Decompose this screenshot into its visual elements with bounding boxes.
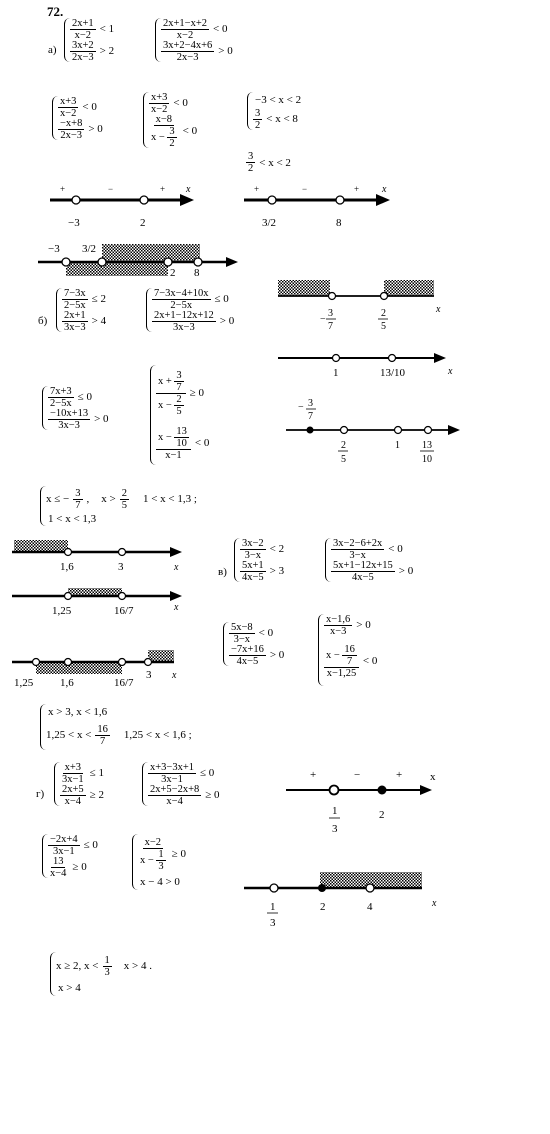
part-g-system-1: $\frac{x+3}{3x-1}$ ≤ 1 $\frac{2x+5}{x-4}$ ≥ 2 (54, 762, 104, 806)
svg-text:1: 1 (395, 440, 400, 451)
svg-text:7: 7 (328, 321, 333, 332)
part-a-system-1: $\frac{2x+1}{x-2}$ < 1 $\frac{3x+2}{2x-3}$ > 2 (64, 18, 114, 62)
svg-text:x: x (382, 184, 387, 195)
part-v-system-1: $\frac{3x-2}{3-x}$ < 2 $\frac{5x+1}{4x-5}$ > 3 (234, 538, 284, 582)
part-v-system-4: $\frac{x-1,6}{x-3}$ > 0 x − $\frac{16}{7}$ x−1,25 < 0 (318, 614, 377, 686)
svg-text:13: 13 (422, 440, 432, 451)
part-g-answer: x ≥ 2, x < $\frac{1}{3}$ x > 4 . x > 4 (50, 952, 152, 996)
part-a-number-line-1 (40, 180, 200, 230)
svg-text:10: 10 (422, 454, 432, 465)
svg-text:13/10: 13/10 (380, 367, 406, 379)
svg-text:1: 1 (333, 367, 339, 379)
part-g-system-3: $\frac{-2x+4}{3x-1}$ ≤ 0 $\frac{13}{x-4}$ ≥ 0 (42, 834, 98, 878)
svg-text:+: + (396, 769, 403, 781)
svg-text:+: + (254, 184, 260, 194)
sign: + (60, 184, 66, 194)
open-point (72, 196, 80, 204)
svg-text:x: x (432, 898, 437, 909)
svg-text:x: x (174, 562, 179, 573)
part-v-system-2: $\frac{3x-2-6+2x}{3-x}$ < 0 $\frac{5x+1-12x+15}{4x-5}$ > 0 (325, 538, 413, 582)
svg-text:8: 8 (336, 217, 342, 229)
svg-text:16/7: 16/7 (114, 605, 134, 617)
svg-text:3/2: 3/2 (262, 217, 277, 229)
problem-number: 72. (47, 4, 64, 19)
svg-text:2: 2 (341, 440, 346, 451)
svg-text:1: 1 (332, 805, 338, 817)
part-b-number-line-2 (276, 346, 466, 382)
svg-text:+: + (310, 769, 317, 781)
svg-text:7: 7 (308, 411, 313, 422)
svg-text:x: x (174, 602, 179, 613)
svg-text:4: 4 (367, 901, 373, 913)
svg-text:1,25: 1,25 (14, 677, 34, 689)
part-v-answer: x > 3, x < 1,6 1,25 < x < $\frac{16}{7}$ 1,25 < x < 1,6 ; (40, 704, 192, 750)
part-g-system-2: $\frac{x+3-3x+1}{3x-1}$ ≤ 0 $\frac{2x+5-2x+8}{x-4}$ ≥ 0 (142, 762, 220, 806)
svg-text:1,6: 1,6 (60, 561, 74, 573)
svg-text:3: 3 (270, 917, 276, 929)
sign: + (160, 184, 166, 194)
open-point (140, 196, 148, 204)
svg-text:−: − (298, 402, 304, 413)
part-a-number-line-2 (236, 180, 396, 230)
part-a-number-line-3 (30, 238, 240, 280)
svg-text:3: 3 (328, 308, 333, 319)
tick-label: 2 (140, 217, 146, 229)
svg-text:3: 3 (308, 398, 313, 409)
part-g-number-line-1 (282, 764, 452, 846)
svg-text:x: x (448, 366, 453, 377)
part-v-system-3: $\frac{5x-8}{3-x}$ < 0 $\frac{-7x+16}{4x-5}$ > 0 (223, 622, 284, 666)
svg-text:3: 3 (118, 561, 124, 573)
svg-text:5: 5 (381, 321, 386, 332)
svg-text:16/7: 16/7 (114, 677, 134, 689)
svg-text:5: 5 (341, 454, 346, 465)
part-v-number-line-3 (10, 646, 196, 698)
part-b-answer: x ≤ − $\frac{3}{7}$ , x > $\frac{2}{5}$ 1 < x < 1,3 ; 1 < x < 1,3 (40, 486, 197, 526)
svg-text:−: − (302, 184, 308, 194)
part-b-system-4: x + $\frac{3}{7}$ x − $\frac{2}{5}$ ≥ 0 x − $\frac{13}{10}$ x−1 < 0 (150, 365, 209, 465)
part-b-number-line-1 (276, 278, 456, 338)
part-a-label: а) (48, 44, 57, 56)
part-b-system-2: $\frac{7-3x-4+10x}{2-5x}$ ≤ 0 $\frac{2x+1-12x+12}{3x-3}$ > 0 (146, 288, 234, 332)
part-a-system-3: $\frac{x+3}{x-2}$ < 0 $\frac{-x+8}{2x-3}$ > 0 (52, 96, 103, 140)
part-v-number-line-1 (10, 538, 196, 576)
svg-text:3/2: 3/2 (82, 243, 97, 255)
part-g-system-4: x−2 x − $\frac{1}{3}$ ≥ 0 x − 4 > 0 (132, 834, 186, 890)
svg-text:−3: −3 (48, 243, 60, 255)
axis-x-label: x (186, 184, 191, 195)
part-g-number-line-2 (240, 868, 450, 934)
part-b-number-line-3 (284, 396, 464, 468)
svg-text:x: x (430, 771, 436, 783)
svg-text:+: + (354, 184, 360, 194)
svg-text:1,6: 1,6 (60, 677, 74, 689)
svg-text:3: 3 (146, 669, 152, 681)
part-b-label: б) (38, 315, 48, 327)
tick-label: −3 (68, 217, 80, 229)
part-a-system-2: $\frac{2x+1-x+2}{x-2}$ < 0 $\frac{3x+2-4x+6}{2x-3}$ > 0 (155, 18, 233, 62)
svg-text:x: x (172, 670, 177, 681)
part-g-label: г) (36, 788, 45, 800)
part-b-system-1: $\frac{7-3x}{2-5x}$ ≤ 2 $\frac{2x+1}{3x-3}$ > 4 (56, 288, 106, 332)
svg-text:3: 3 (332, 823, 338, 835)
svg-text:2: 2 (320, 901, 326, 913)
svg-text:x: x (436, 304, 441, 315)
sign: − (108, 184, 114, 194)
part-a-result: $\frac{3}{2}$ < x < 2 (248, 151, 291, 174)
part-v-number-line-2 (10, 584, 196, 638)
svg-text:1,25: 1,25 (52, 605, 72, 617)
svg-text:−: − (354, 769, 361, 781)
part-b-system-3: $\frac{7x+3}{2-5x}$ ≤ 0 $\frac{-10x+13}{3x-3}$ > 0 (42, 386, 109, 430)
svg-text:2: 2 (170, 267, 176, 279)
part-a-system-4: $\frac{x+3}{x-2}$ < 0 x−8 x − $\frac{3}{2}$ < 0 (143, 92, 197, 148)
part-v-label: в) (218, 566, 227, 578)
svg-text:8: 8 (194, 267, 200, 279)
svg-text:2: 2 (381, 308, 386, 319)
part-a-system-5: −3 < x < 2 $\frac{3}{2}$ < x < 8 (247, 92, 301, 130)
svg-text:2: 2 (379, 809, 385, 821)
svg-text:−: − (320, 314, 326, 325)
svg-text:1: 1 (270, 901, 276, 913)
